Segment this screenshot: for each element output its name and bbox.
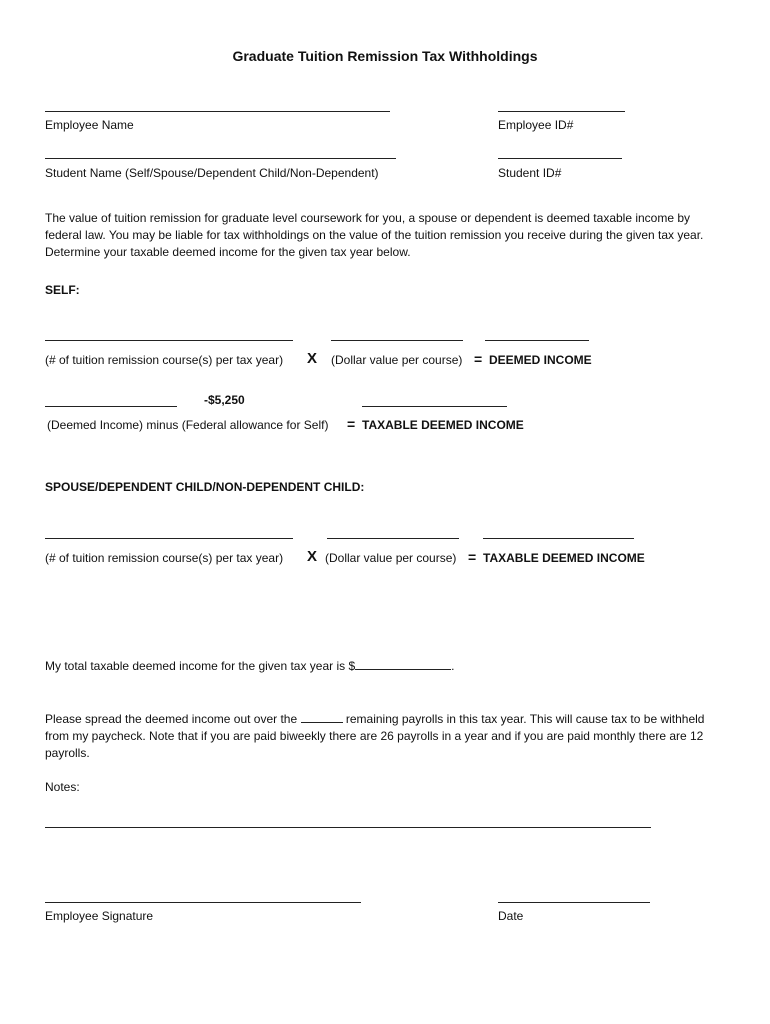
- self-taxable-line[interactable]: [362, 406, 507, 407]
- self-heading: SELF:: [45, 283, 80, 297]
- self-taxable-label: TAXABLE DEEMED INCOME: [362, 418, 524, 432]
- signature-line[interactable]: [45, 902, 361, 903]
- total-income-period: .: [451, 659, 455, 673]
- deemed-minus-label: (Deemed Income) minus (Federal allowance for Self): [47, 418, 329, 432]
- spouse-dollar-line[interactable]: [327, 538, 459, 539]
- self-deemed-line[interactable]: [485, 340, 589, 341]
- federal-allowance-value: -$5,250: [204, 393, 245, 407]
- self-dollar-line[interactable]: [331, 340, 463, 341]
- spread-text-before: Please spread the deemed income out over the: [45, 712, 298, 726]
- self-courses-line[interactable]: [45, 340, 293, 341]
- employee-name-label: Employee Name: [45, 118, 134, 132]
- page-title: Graduate Tuition Remission Tax Withholdings: [232, 48, 538, 64]
- employee-id-line[interactable]: [498, 111, 625, 112]
- self-deemed-income-label: DEEMED INCOME: [489, 353, 592, 367]
- employee-id-label: Employee ID#: [498, 118, 574, 132]
- date-label: Date: [498, 909, 524, 923]
- spouse-courses-line[interactable]: [45, 538, 293, 539]
- student-name-label: Student Name (Self/Spouse/Dependent Child/Non-Dependent): [45, 166, 379, 180]
- spouse-heading: SPOUSE/DEPENDENT CHILD/NON-DEPENDENT CHILD:: [45, 480, 365, 494]
- spouse-times-sign: X: [307, 548, 318, 565]
- notes-label: Notes:: [45, 780, 80, 794]
- spouse-taxable-line[interactable]: [483, 538, 634, 539]
- date-line[interactable]: [498, 902, 650, 903]
- spouse-courses-label: (# of tuition remission course(s) per tax year): [45, 551, 284, 565]
- spread-text-after: remaining payrolls in this tax year. This will cause tax to be withheld from my paycheck. Note that if you are paid biweekly there are 26 payrolls in a year and if you are paid monthly there are 12 payrolls.: [45, 712, 705, 760]
- total-income-text: My total taxable deemed income for the given tax year is $: [45, 659, 356, 673]
- total-income-statement: [45, 658, 455, 673]
- employee-name-line[interactable]: [45, 111, 390, 112]
- self-taxable-equals-sign: =: [347, 416, 356, 432]
- spouse-equals-sign: =: [468, 549, 477, 565]
- total-income-blank[interactable]: [355, 658, 451, 670]
- self-equals-sign: =: [474, 351, 483, 367]
- student-name-line[interactable]: [45, 158, 396, 159]
- spouse-dollar-label: (Dollar value per course): [325, 551, 457, 565]
- notes-line[interactable]: [45, 827, 651, 828]
- self-deemed-input-line[interactable]: [45, 406, 177, 407]
- intro-paragraph: The value of tuition remission for graduate level coursework for you, a spouse or dependent is deemed taxable income by federal law. You may be liable for tax withholdings on the value of the tuition remission you receive during the given tax year. Determine your taxable deemed income for the given tax year below.: [45, 211, 704, 259]
- payrolls-count-blank[interactable]: [301, 711, 343, 723]
- self-dollar-label: (Dollar value per course): [331, 353, 463, 367]
- spouse-taxable-label: TAXABLE DEEMED INCOME: [483, 551, 645, 565]
- spread-paragraph: [45, 711, 725, 762]
- self-courses-label: (# of tuition remission course(s) per tax year): [45, 353, 284, 367]
- student-id-line[interactable]: [498, 158, 622, 159]
- signature-label: Employee Signature: [45, 909, 154, 923]
- student-id-label: Student ID#: [498, 166, 562, 180]
- self-times-sign: X: [307, 350, 318, 367]
